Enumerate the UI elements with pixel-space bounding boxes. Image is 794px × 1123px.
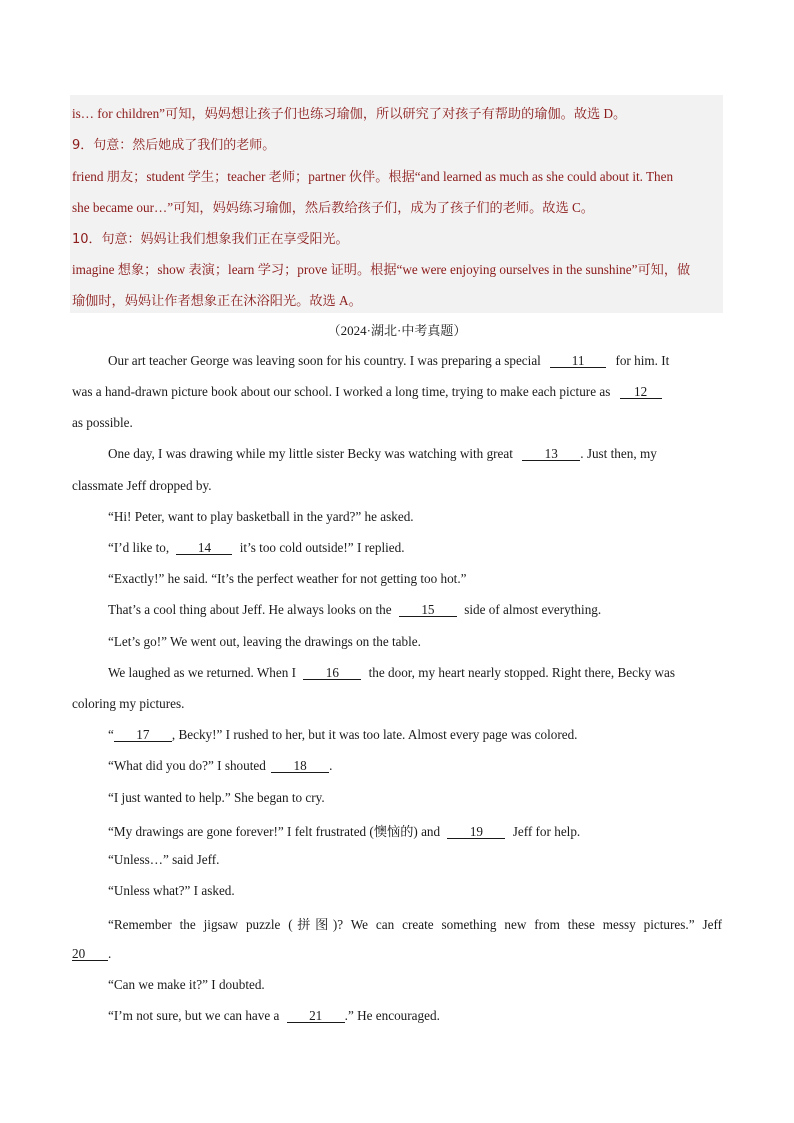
answer-q10-heading: 10．句意：妈妈让我们想象我们正在享受阳光。 <box>72 232 349 247</box>
passage-line: “Can we make it?” I doubted. <box>108 977 265 992</box>
blank-12[interactable]: 12 <box>620 385 662 399</box>
passage-line: coloring my pictures. <box>72 696 185 711</box>
blank-15[interactable]: 15 <box>399 603 457 617</box>
answer-line: is… for children”可知，妈妈想让孩子们也练习瑜伽，所以研究了对孩子有帮助的瑜伽。故选 D。 <box>72 106 627 121</box>
answer-q10-line: imagine 想象；show 表演；learn 学习；prove 证明。根据“we were enjoying ourselves in the sunshine”可知，做 <box>72 262 691 277</box>
blank-18[interactable]: 18 <box>271 759 329 773</box>
answer-q9-line: she became our…”可知，妈妈练习瑜伽，然后教给孩子们，成为了孩子们的老师。故选 C。 <box>72 200 594 215</box>
answer-q9-heading: 9．句意：然后她成了我们的老师。 <box>72 138 276 153</box>
blank-13[interactable]: 13 <box>522 447 580 461</box>
blank-16[interactable]: 16 <box>303 666 361 680</box>
blank-19[interactable]: 19 <box>447 825 505 839</box>
blank-11[interactable]: 11 <box>550 354 606 368</box>
passage-line: “Exactly!” he said. “It’s the perfect weather for not getting too hot.” <box>108 571 467 586</box>
question-source: （2024·湖北·中考真题） <box>327 323 467 338</box>
passage-line: “I’d like to, 14 it’s too cold outside!” I replied. <box>108 540 405 555</box>
passage-line: “I’m not sure, but we can have a 21 .” He encouraged. <box>108 1008 440 1023</box>
passage-line: classmate Jeff dropped by. <box>72 478 212 493</box>
blank-20[interactable]: 20 <box>72 947 108 961</box>
answer-q10-line: 瑜伽时，妈妈让作者想象正在沐浴阳光。故选 A。 <box>72 293 362 308</box>
passage-line: That’s a cool thing about Jeff. He always looks on the 15 side of almost everything. <box>108 602 602 617</box>
passage-line: was a hand-drawn picture book about our school. I worked a long time, trying to make each picture as 12 <box>72 384 722 400</box>
passage-line: Our art teacher George was leaving soon for his country. I was preparing a special 11 for him. It <box>108 353 670 368</box>
passage-line: 20 . <box>72 946 112 961</box>
passage-line: “Unless what?” I asked. <box>108 883 235 898</box>
answer-q9-line: friend 朋友；student 学生；teacher 老师；partner 伙伴。根据“and learned as much as she could about it. Then <box>72 169 674 184</box>
passage-line: as possible. <box>72 415 133 430</box>
passage-line: “Remember the jigsaw puzzle (拼图)? We can create something new from these messy pictures.” Jeff <box>108 917 722 932</box>
blank-17[interactable]: 17 <box>114 728 172 742</box>
passage-line: One day, I was drawing while my little sister Becky was watching with great 13 . Just then, my <box>108 446 657 461</box>
passage-line: “Hi! Peter, want to play basketball in the yard?” he asked. <box>108 509 414 524</box>
passage-line: “I just wanted to help.” She began to cry. <box>108 790 325 805</box>
passage-line: “Let’s go!” We went out, leaving the drawings on the table. <box>108 634 421 649</box>
passage-line: “Unless…” said Jeff. <box>108 852 220 867</box>
passage-line: “My drawings are gone forever!” I felt frustrated (懊恼的) and 19 Jeff for help. <box>108 824 581 839</box>
passage-line: “What did you do?” I shouted 18 . <box>108 758 333 773</box>
blank-21[interactable]: 21 <box>287 1009 345 1023</box>
passage-line: “ 17 , Becky!” I rushed to her, but it was too late. Almost every page was colored. <box>108 727 578 742</box>
passage-line: We laughed as we returned. When I 16 the door, my heart nearly stopped. Right there, Becky was <box>108 665 675 680</box>
blank-14[interactable]: 14 <box>176 541 232 555</box>
